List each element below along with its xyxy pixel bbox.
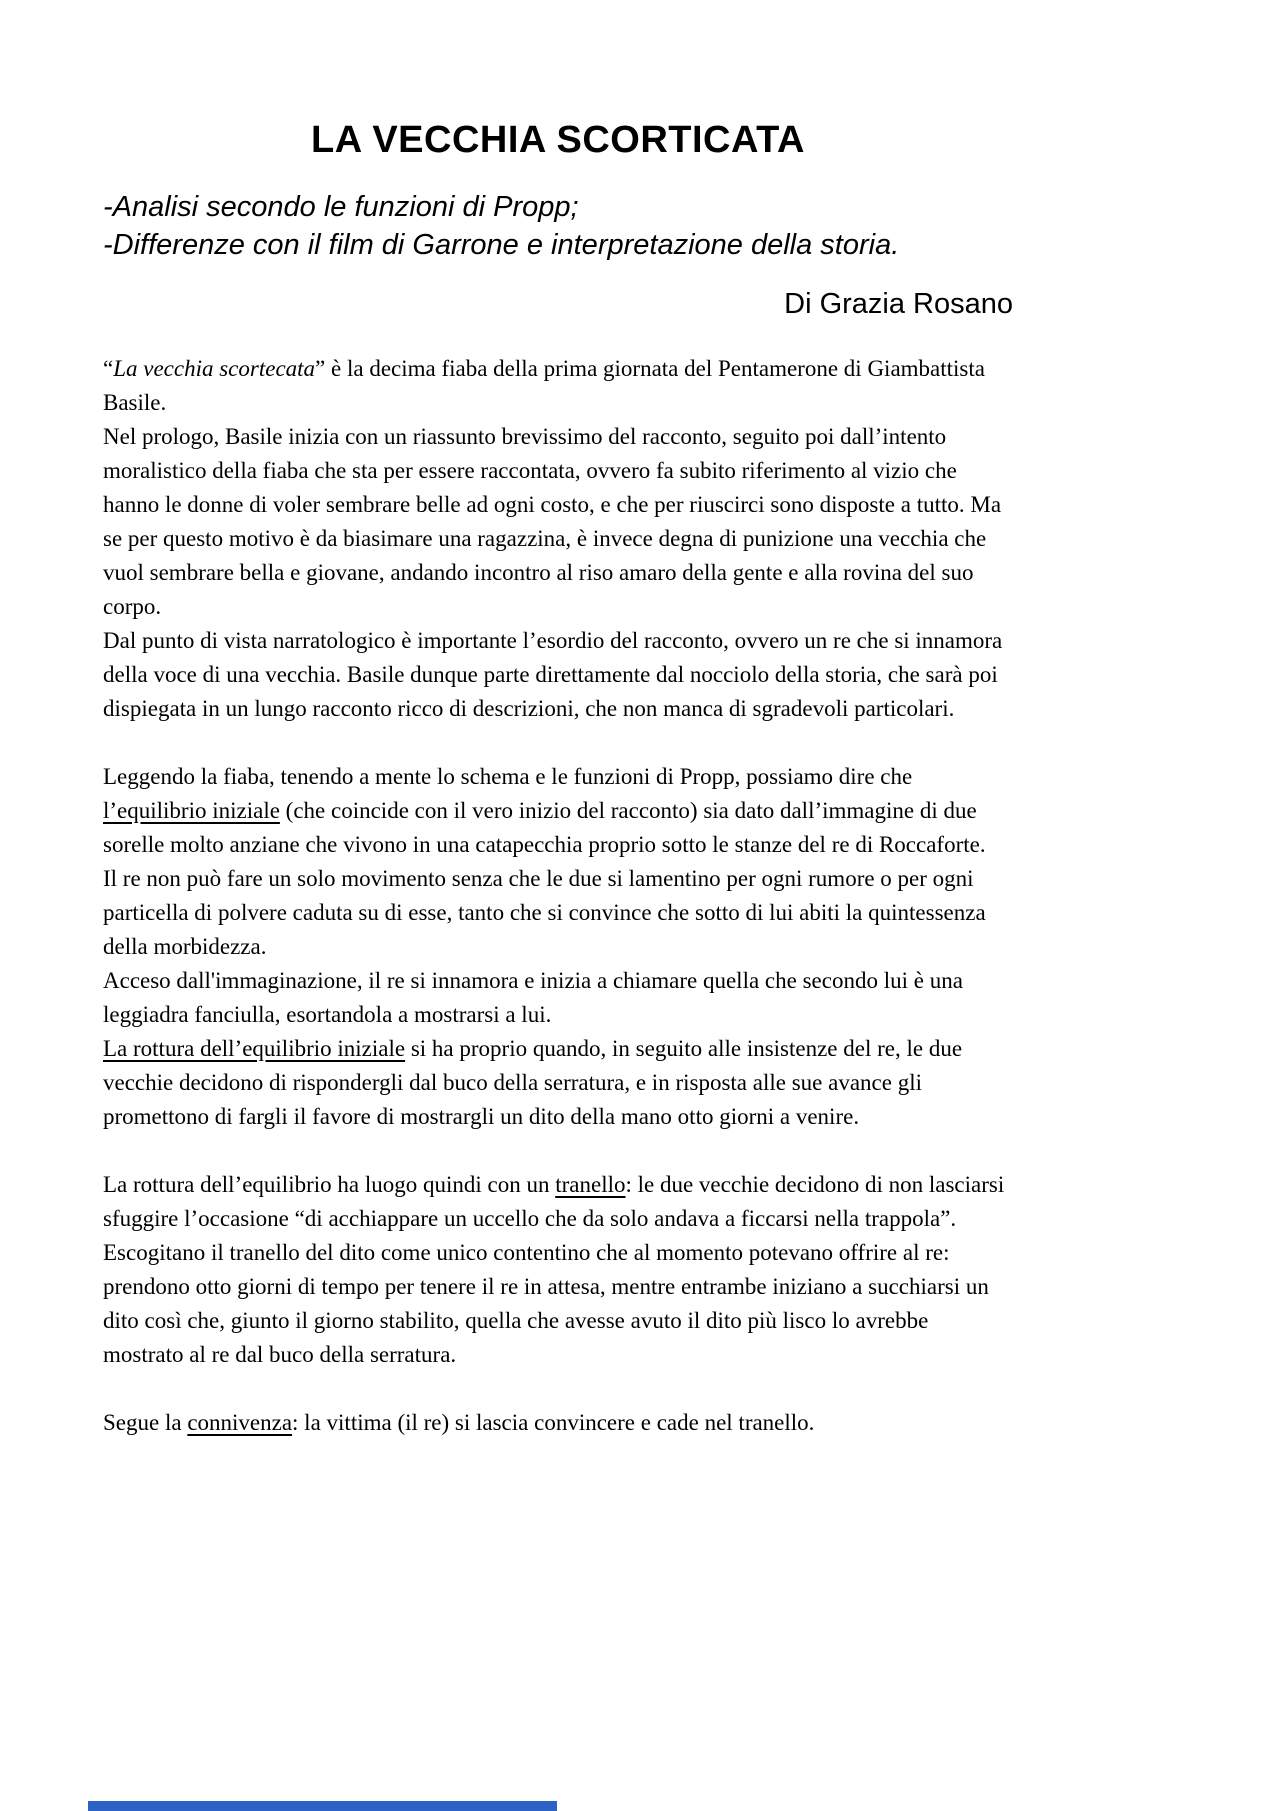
page-title: LA VECCHIA SCORTICATA (311, 119, 805, 161)
paragraph: Nel prologo, Basile inizia con un riassunto brevissimo del racconto, seguito poi dall’intento moralistico della fiaba che sta per essere raccontata, ovvero fa subito riferimento al vizio che hanno le donne di voler sembrare belle ad ogni costo, e che per riuscirci sono disposte a tutto. Ma se per questo motivo è da biasimare una ragazzina, è invece degna di punizione una vecchia che vuol sembrare bella e giovane, andando incontro al riso amaro della gente e alla rovina del suo corpo. (103, 424, 1002, 619)
partial-selection-strip (88, 1801, 557, 1811)
paragraph: “La vecchia scortecata” è la decima fiaba della prima giornata del Pentamerone di Giambattista Basile. (103, 356, 985, 415)
paragraph: La rottura dell’equilibrio iniziale si ha proprio quando, in seguito alle insistenze del re, le due vecchie decidono di rispondergli dal buco della serratura, e in risposta alle sue avance gli promettono di fargli il favore di mostrargli un dito della mano otto giorni a venire. (103, 1036, 963, 1129)
author-byline: Di Grazia Rosano (784, 288, 1013, 320)
document-body (103, 352, 1013, 1440)
subtitle-line-2: -Differenze con il film di Garrone e interpretazione della storia. (103, 229, 900, 261)
paragraph: La rottura dell’equilibrio ha luogo quindi con un tranello: le due vecchie decidono di non lasciarsi sfuggire l’occasione “di acchiappare un uccello che da solo andava a ficcarsi nella trappola”. Escogitano il tranello del dito come unico contentino che al momento potevano offrire al re: prendono otto giorni di tempo per tenere il re in attesa, mentre entrambe iniziano a succhiarsi un dito così che, giunto il giorno stabilito, quella che avesse avuto il dito più lisco lo avrebbe mostrato al re dal buco della serratura. (103, 1172, 1005, 1367)
paragraph: Segue la connivenza: la vittima (il re) si lascia convincere e cade nel tranello. (103, 1410, 815, 1435)
document-content (103, 118, 1013, 1440)
blank-line (103, 1134, 1013, 1168)
paragraph: Leggendo la fiaba, tenendo a mente lo schema e le funzioni di Propp, possiamo dire che l’equilibrio iniziale (che coincide con il vero inizio del racconto) sia dato dall’immagine di due sorelle molto anziane che vivono in una catapecchia proprio sotto le stanze del re di Roccaforte. (103, 764, 986, 857)
subtitle-line-1: -Analisi secondo le funzioni di Propp; (103, 191, 579, 223)
paragraph: Il re non può fare un solo movimento senza che le due si lamentino per ogni rumore o per ogni particella di polvere caduta su di esse, tanto che si convince che sotto di lui abiti la quintessenza della morbidezza. (103, 866, 986, 959)
blank-line (103, 726, 1013, 760)
paragraph: Dal punto di vista narratologico è importante l’esordio del racconto, ovvero un re che si innamora della voce di una vecchia. Basile dunque parte direttamente dal nocciolo della storia, che sarà poi dispiegata in un lungo racconto ricco di descrizioni, che non manca di sgradevoli particolari. (103, 628, 1003, 721)
blank-line (103, 1372, 1013, 1406)
paragraph: Acceso dall'immaginazione, il re si innamora e inizia a chiamare quella che secondo lui è una leggiadra fanciulla, esortandola a mostrarsi a lui. (103, 968, 963, 1027)
